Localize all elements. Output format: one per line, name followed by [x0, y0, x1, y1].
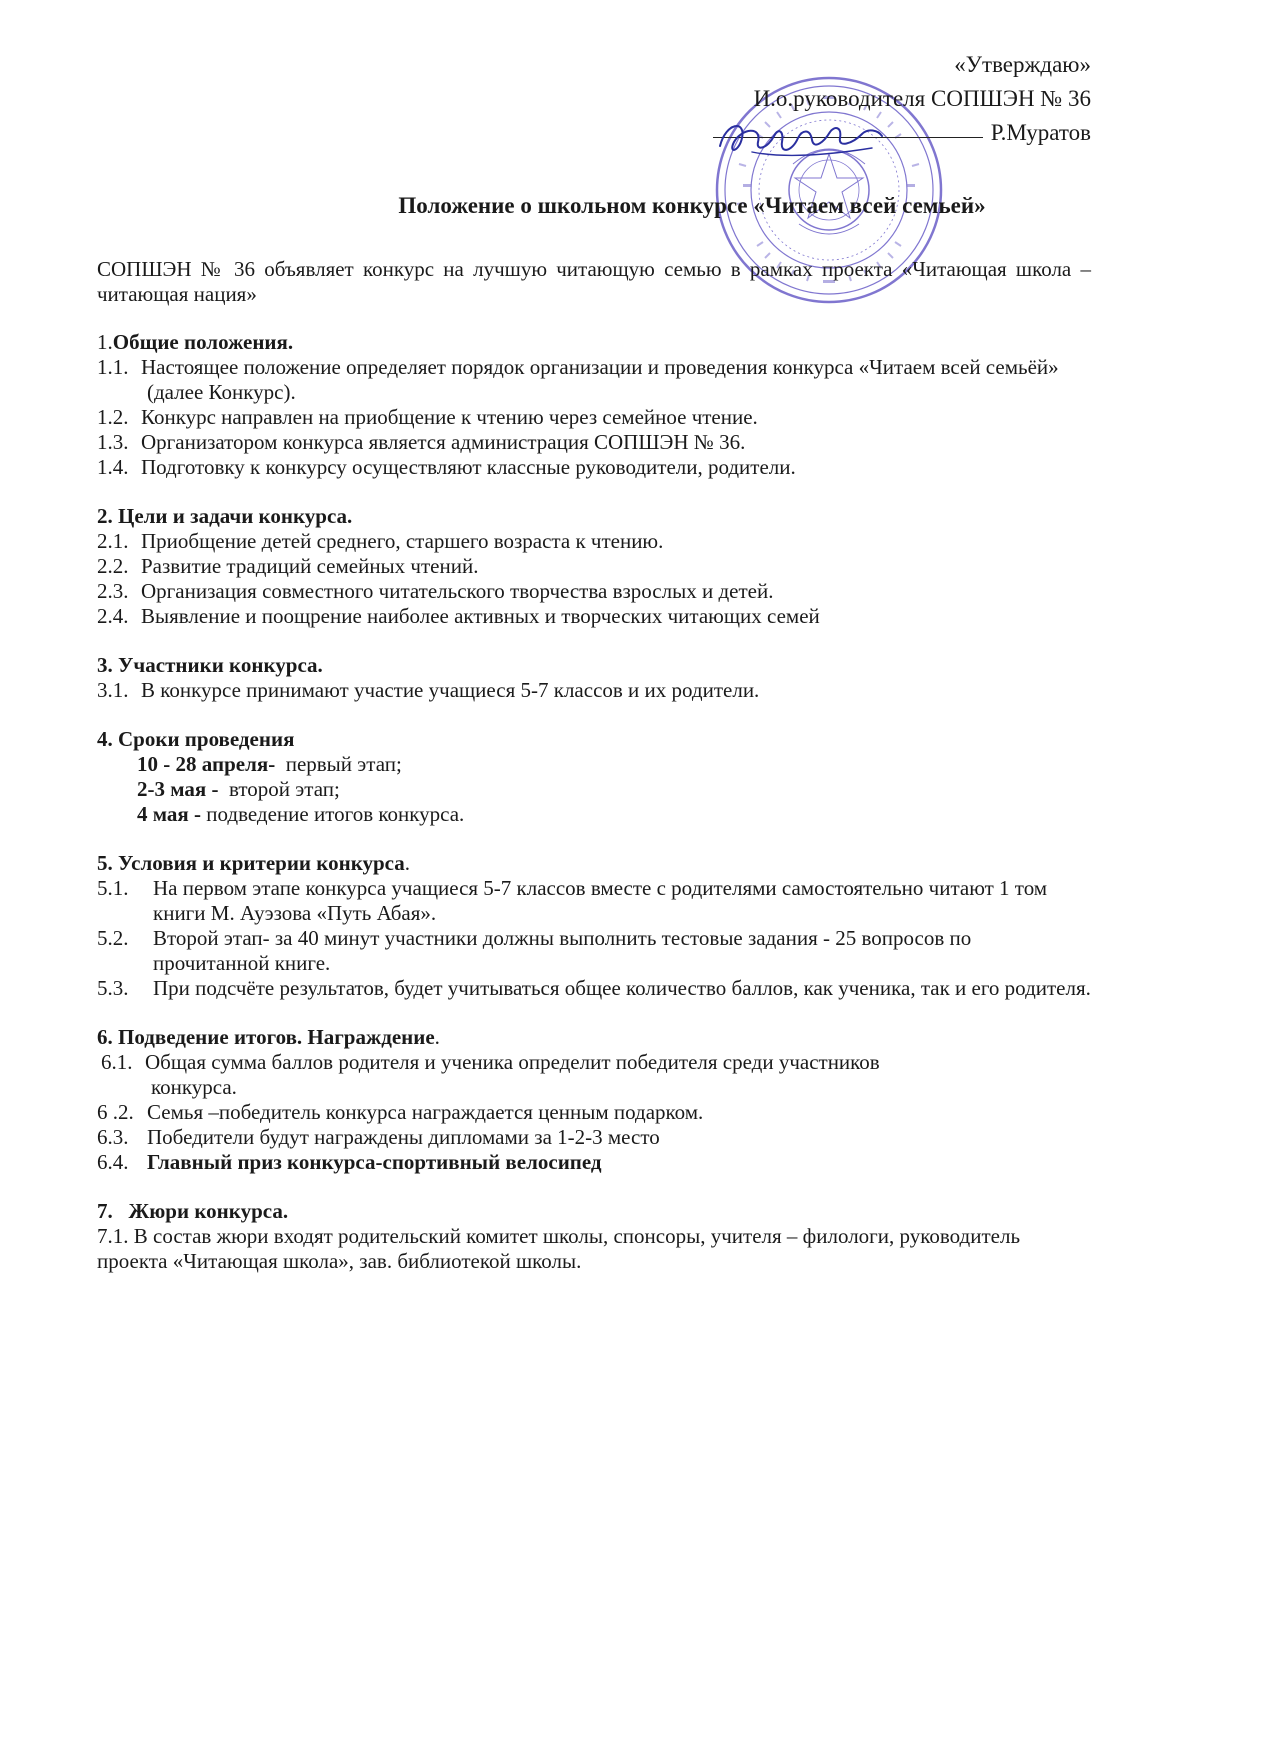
list-item [97, 579, 1091, 604]
item-text: Настоящее положение определяет порядок организации и проведения конкурса «Читаем всей семьёй» (далее Конкурс). [141, 355, 1059, 404]
item-number: 5.1. [97, 876, 129, 900]
section-general [97, 330, 1091, 480]
item-number: 6 .2. [97, 1100, 134, 1124]
item-text: Главный приз конкурса-спортивный велосипед [147, 1150, 602, 1174]
item-text: Приобщение детей среднего, старшего возраста к чтению. [141, 529, 664, 553]
list-item [97, 355, 1091, 405]
item-text: Организация совместного читательского творчества взрослых и детей. [141, 579, 774, 603]
list-item [97, 1150, 1091, 1175]
intro-paragraph: СОПШЭН № 36 объявляет конкурс на лучшую читающую семью в рамках проекта «Читающая школа – читающая нация» [97, 257, 1091, 306]
list-item [97, 1125, 1091, 1150]
section-title-text: Общие положения. [112, 330, 294, 354]
item-number: 6.3. [97, 1125, 129, 1149]
section-title [97, 1025, 1091, 1050]
list-item [97, 529, 1091, 554]
section-title: 4. Сроки проведения [97, 727, 295, 751]
list-item [97, 430, 1091, 455]
section-title-text: 5. Условия и критерии конкурса [97, 851, 405, 875]
item-number: 6.4. [97, 1150, 129, 1174]
item-number: 2.2. [97, 554, 129, 578]
list-item [97, 455, 1091, 480]
document-title: Положение о школьном конкурсе «Читаем всей семьей» [398, 193, 986, 218]
section-title: 3. Участники конкурса. [97, 653, 323, 677]
term-row [97, 752, 1091, 777]
item-text: Подготовку к конкурсу осуществляют классные руководители, родители. [141, 455, 796, 479]
section-number: 1. [97, 330, 113, 354]
list-item [97, 554, 1091, 579]
document-body [97, 257, 1091, 1298]
term-row [97, 777, 1091, 802]
item-number: 3.1. [97, 678, 129, 702]
item-number: 2.1. [97, 529, 129, 553]
term-text: подведение итогов конкурса. [201, 802, 465, 826]
section-results [97, 1025, 1091, 1175]
item-number: 2.3. [97, 579, 129, 603]
item-text: Организатором конкурса является администрация СОПШЭН № 36. [141, 430, 746, 454]
approval-heading: «Утверждаю» [954, 52, 1091, 77]
approval-signer-name: Р.Муратов [990, 120, 1091, 145]
list-item [97, 405, 1091, 430]
jury-paragraph: 7.1. В состав жюри входят родительский комитет школы, спонсоры, учителя – филологи, руководитель проекта «Читающая школа», зав. библиотекой школы. [97, 1224, 1021, 1273]
handwritten-signature [712, 112, 888, 164]
approval-position: И.о.руководителя СОПШЭН № 36 [753, 86, 1091, 111]
item-number: 1.2. [97, 405, 129, 429]
term-date: 10 - 28 апреля- [137, 752, 276, 776]
item-text: Выявление и поощрение наиболее активных и творческих читающих семей [141, 604, 820, 628]
section-title-text: 6. Подведение итогов. Награждение [97, 1025, 435, 1049]
list-item [97, 876, 1091, 926]
term-text: первый этап; [275, 752, 402, 776]
section-goals [97, 504, 1091, 629]
list-item [97, 1100, 1091, 1125]
section-participants [97, 653, 1091, 703]
section-title: 2. Цели и задачи конкурса. [97, 504, 353, 528]
item-number: 6.1. [101, 1050, 133, 1074]
item-text: Конкурс направлен на приобщение к чтению через семейное чтение. [141, 405, 758, 429]
item-number: 5.2. [97, 926, 129, 950]
item-text: Общая сумма баллов родителя и ученика определит победителя среди участников конкурса. [145, 1050, 880, 1099]
section-title-tail: . [434, 1025, 440, 1049]
item-text: Второй этап- за 40 минут участники должны выполнить тестовые задания - 25 вопросов по прочитанной книге. [153, 926, 972, 975]
term-row [97, 802, 1091, 827]
section-title [97, 851, 1091, 876]
section-title: 7. Жюри конкурса. [97, 1199, 289, 1223]
item-number: 1.1. [97, 355, 129, 379]
term-date: 4 мая - [137, 802, 202, 826]
list-item [97, 604, 1091, 629]
section-conditions [97, 851, 1091, 1001]
item-text: Развитие традиций семейных чтений. [141, 554, 479, 578]
term-text: второй этап; [218, 777, 340, 801]
item-text: Победители будут награждены дипломами за 1-2-3 место [147, 1125, 660, 1149]
list-item [101, 1050, 1091, 1100]
item-number: 2.4. [97, 604, 129, 628]
list-item [97, 926, 1091, 976]
list-item [97, 976, 1091, 1001]
term-date: 2-3 мая - [137, 777, 219, 801]
item-text: При подсчёте результатов, будет учитываться общее количество баллов, как ученика, так и его родителя. [153, 976, 1091, 1000]
section-jury [97, 1199, 1091, 1274]
item-number: 1.3. [97, 430, 129, 454]
item-number: 1.4. [97, 455, 129, 479]
section-title-tail: . [404, 851, 411, 875]
item-text: В конкурсе принимают участие учащиеся 5-7 классов и их родители. [141, 678, 760, 702]
item-text: На первом этапе конкурса учащиеся 5-7 классов вместе с родителями самостоятельно читают 1 том книги М. Ауэзова «Путь Абая». [153, 876, 1048, 925]
section-dates [97, 727, 1091, 827]
item-number: 5.3. [97, 976, 129, 1000]
item-text: Семья –победитель конкурса награждается ценным подарком. [147, 1100, 704, 1124]
list-item [97, 678, 1091, 703]
section-title [97, 330, 1091, 355]
